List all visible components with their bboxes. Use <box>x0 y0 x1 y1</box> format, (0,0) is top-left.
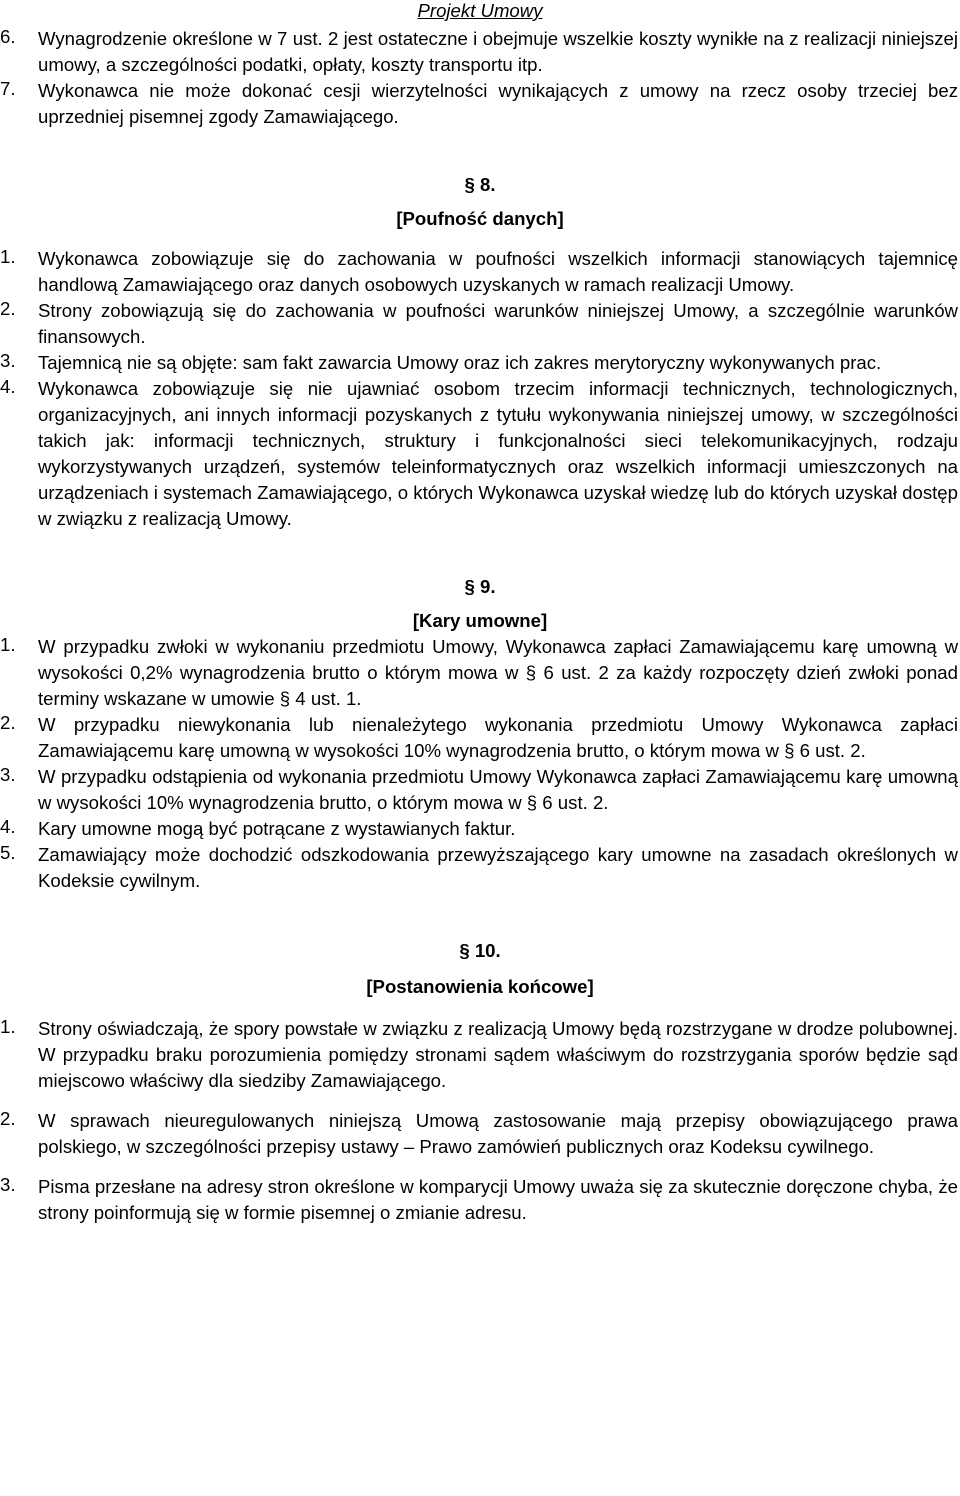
item-text: W przypadku odstąpienia od wykonania przedmiotu Umowy Wykonawca zapłaci Zamawiającemu karę umowną w wysokości 10% wynagrodzenia brutto, o którym mowa w § 6 ust. 2. <box>38 766 958 813</box>
section-number: § 8. <box>464 174 496 195</box>
document-header: Projekt Umowy <box>417 0 543 21</box>
item-number: 7. <box>0 78 16 99</box>
list-item <box>0 634 960 712</box>
document-body <box>0 22 960 1226</box>
item-text: Wykonawca nie może dokonać cesji wierzytelności wynikających z umowy na rzecz osoby trzeciej bez uprzedniej pisemnej zgody Zamawiającego. <box>38 80 958 127</box>
item-text: Zamawiający może dochodzić odszkodowania przewyższającego kary umowne na zasadach określonych w Kodeksie cywilnym. <box>38 844 958 891</box>
section-title: [Postanowienia końcowe] <box>366 976 594 997</box>
item-text: W przypadku zwłoki w wykonaniu przedmiotu Umowy, Wykonawca zapłaci Zamawiającemu karę umowną w wysokości 0,2% wynagrodzenia brutto o którym mowa w § 6 ust. 2 za każdy rozpoczęty dzień zwłoki ponad terminy wskazane w umowie § 4 ust. 1. <box>38 636 958 709</box>
section-number: § 10. <box>459 940 501 961</box>
item-number: 2. <box>0 712 16 733</box>
list-item <box>0 842 960 894</box>
item-text: Kary umowne mogą być potrącane z wystawianych faktur. <box>38 818 516 839</box>
list-item <box>0 246 960 298</box>
item-number: 1. <box>0 246 16 267</box>
item-number: 5. <box>0 842 16 863</box>
item-number: 3. <box>0 350 16 371</box>
item-number: 1. <box>0 1016 16 1037</box>
item-text: Tajemnicą nie są objęte: sam fakt zawarcia Umowy oraz ich zakres merytoryczny wykonywanych prac. <box>38 352 882 373</box>
item-number: 4. <box>0 376 16 397</box>
item-text: Strony oświadczają, że spory powstałe w związku z realizacją Umowy będą rozstrzygane w drodze polubownej. W przypadku braku porozumienia pomiędzy stronami sądem właściwym do rozstrzygania sporów będzie sąd miejscowo właściwy dla siedziby Zamawiającego. <box>38 1018 958 1091</box>
item-text: Wykonawca zobowiązuje się do zachowania w poufności wszelkich informacji stanowiących tajemnicę handlową Zamawiającego oraz danych osobowych uzyskanych w ramach realizacji Umowy. <box>38 248 958 295</box>
section-title: [Kary umowne] <box>412 610 548 631</box>
list-item <box>0 1174 960 1226</box>
item-number: 1. <box>0 634 16 655</box>
list-item <box>0 376 960 532</box>
list-item <box>0 764 960 816</box>
item-text: Strony zobowiązują się do zachowania w poufności warunków niniejszej Umowy, a szczególnie warunków finansowych. <box>38 300 958 347</box>
item-number: 4. <box>0 816 16 837</box>
item-text: W przypadku niewykonania lub nienależytego wykonania przedmiotu Umowy Wykonawca zapłaci Zamawiającemu karę umowną w wysokości 10% wynagrodzenia brutto, o którym mowa w § 6 ust. 2. <box>38 714 958 761</box>
list-item <box>0 350 960 376</box>
section-number: § 9. <box>464 576 496 597</box>
item-number: 2. <box>0 1108 16 1129</box>
item-number: 3. <box>0 764 16 785</box>
list-item <box>0 298 960 350</box>
section-title: [Poufność danych] <box>396 208 564 229</box>
list-item <box>0 712 960 764</box>
item-text: Pisma przesłane na adresy stron określone w komparycji Umowy uważa się za skutecznie doręczone chyba, że strony poinformują się w formie pisemnej o zmianie adresu. <box>38 1176 958 1223</box>
list-item <box>0 1108 960 1160</box>
list-item <box>0 26 960 78</box>
item-number: 6. <box>0 26 16 47</box>
item-number: 2. <box>0 298 16 319</box>
item-text: Wynagrodzenie określone w 7 ust. 2 jest ostateczne i obejmuje wszelkie koszty wynikłe na z realizacji niniejszej umowy, a szczególności podatki, opłaty, koszty transportu itp. <box>38 28 958 75</box>
item-text: W sprawach nieuregulowanych niniejszą Umową zastosowanie mają przepisy obowiązującego prawa polskiego, w szczególności przepisy ustawy – Prawo zamówień publicznych oraz Kodeksu cywilnego. <box>38 1110 958 1157</box>
list-item <box>0 816 960 842</box>
item-text: Wykonawca zobowiązuje się nie ujawniać osobom trzecim informacji technicznych, technologicznych, organizacyjnych, ani innych informacji pozyskanych z tytułu wykonywania niniejszej umowy, w szczególności takich jak: informacji technicznych, struktury i funkcjonalności sieci telekomunikacyjnych, rodzaju wykorzystywanych urządzeń, systemów teleinformatycznych oraz wszelkich informacji umieszczonych na urządzeniach i systemach Zamawiającego, o których Wykonawca uzyskał wiedzę lub do których uzyskał dostęp w związku z realizacją Umowy. <box>38 378 958 529</box>
list-item <box>0 1016 960 1094</box>
list-item <box>0 78 960 130</box>
item-number: 3. <box>0 1174 16 1195</box>
